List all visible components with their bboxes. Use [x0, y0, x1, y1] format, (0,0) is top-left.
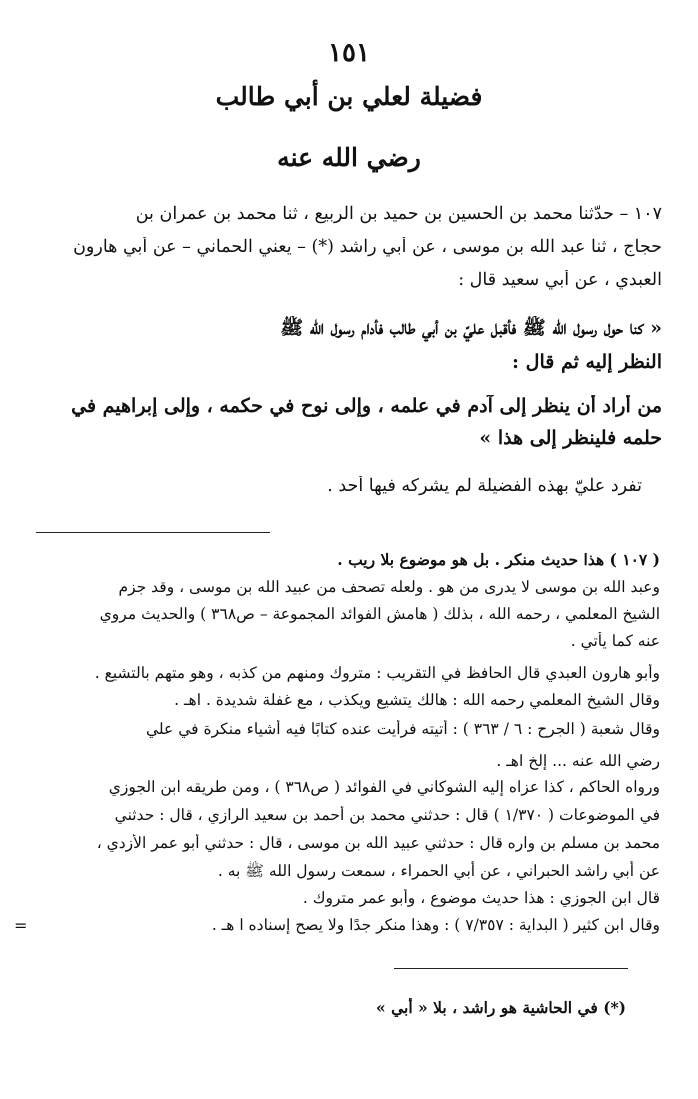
footnote: (*) في الحاشية هو راشد ، بلا « أبي » [376, 998, 626, 1017]
commentary-line: وقال الشيخ المعلمي رحمه الله : هالك يتشيع ويكذب ، مع غفلة شديدة . اهـ . [174, 691, 660, 709]
commentary-line: عن أبي راشد الحبراني ، عن أبي الحمراء ، سمعت رسول الله ﷺ به . [217, 862, 660, 880]
commentary-line: ورواه الحاكم ، كذا عزاه إليه الشوكاني في الفوائد ( ص٣٦٨ ) ، ومن طريقه ابن الجوزي [108, 778, 660, 796]
footnote-divider [394, 968, 628, 969]
commentary-line: في الموضوعات ( ١/٣٧٠ ) قال : حدثني محمد بن أحمد بن سعيد الرازي ، قال : حدثني [114, 806, 660, 824]
remark-line: تفرد عليّ بهذه الفضيلة لم يشركه فيها أحد . [327, 476, 642, 496]
commentary-line: وأبو هارون العبدي قال الحافظ في التقريب : متروك ومنهم من كذبه ، وهو متهم بالتشيع . [94, 664, 660, 682]
commentary-heading: ( ١٠٧ ) هذا حديث منكر . بل هو موضوع بلا ريب . [337, 550, 660, 569]
chapter-title: فضيلة لعلي بن أبي طالب [215, 82, 483, 111]
matn-line: « كنا حول رسول الله ﷺ فأقبل عليّ بن أبي طالب فأدام رسول الله ﷺ [280, 317, 662, 339]
continuation-mark: = [14, 916, 28, 935]
chapter-title-honorific: رضي الله عنه [277, 143, 421, 172]
commentary-line: محمد بن مسلم بن واره قال : حدثني عبيد الله بن موسى ، قال : حدثني أبو عمر الأزدي ، [96, 834, 660, 852]
hadith-line: العبدي ، عن أبي سعيد قال : [458, 270, 662, 290]
commentary-line: وعبد الله بن موسى لا يدرى من هو . ولعله تصحف من عبيد الله بن موسى ، وقد جزم [118, 578, 660, 596]
page-number: ١٥١ [328, 38, 370, 68]
commentary-line: الشيخ المعلمي ، رحمه الله ، بذلك ( هامش الفوائد المجموعة – ص٣٦٨ ) والحديث مروي [99, 605, 660, 623]
matn-line: النظر إليه ثم قال : [512, 351, 662, 373]
hadith-line: ١٠٧ – حدّثنا محمد بن الحسين بن حميد بن الربيع ، ثنا محمد بن عمران بن [135, 204, 662, 224]
commentary-line: عنه كما يأتي . [570, 632, 660, 650]
matn-line: من أراد أن ينظر إلى آدم في علمه ، وإلى نوح في حكمه ، وإلى إبراهيم في [71, 395, 662, 417]
commentary-line: رضي الله عنه ... إلخ اهـ . [496, 752, 660, 770]
matn-line: حلمه فلينظر إلى هذا » [479, 427, 662, 449]
commentary-line: وقال ابن كثير ( البداية : ٧/٣٥٧ ) : وهذا منكر جدًا ولا يصح إسناده ا هـ . [211, 916, 660, 934]
section-divider [36, 532, 270, 533]
commentary-line: وقال شعبة ( الجرح : ٦ / ٣٦٣ ) : أتيته فرأيت عنده كتابًا فيه أشياء منكرة في علي [146, 720, 660, 738]
commentary-line: قال ابن الجوزي : هذا حديث موضوع ، وأبو عمر متروك . [302, 889, 660, 907]
hadith-line: حجاج ، ثنا عبد الله بن موسى ، عن أبي راشد (*) – يعني الحماني – عن أبي هارون [73, 237, 662, 257]
